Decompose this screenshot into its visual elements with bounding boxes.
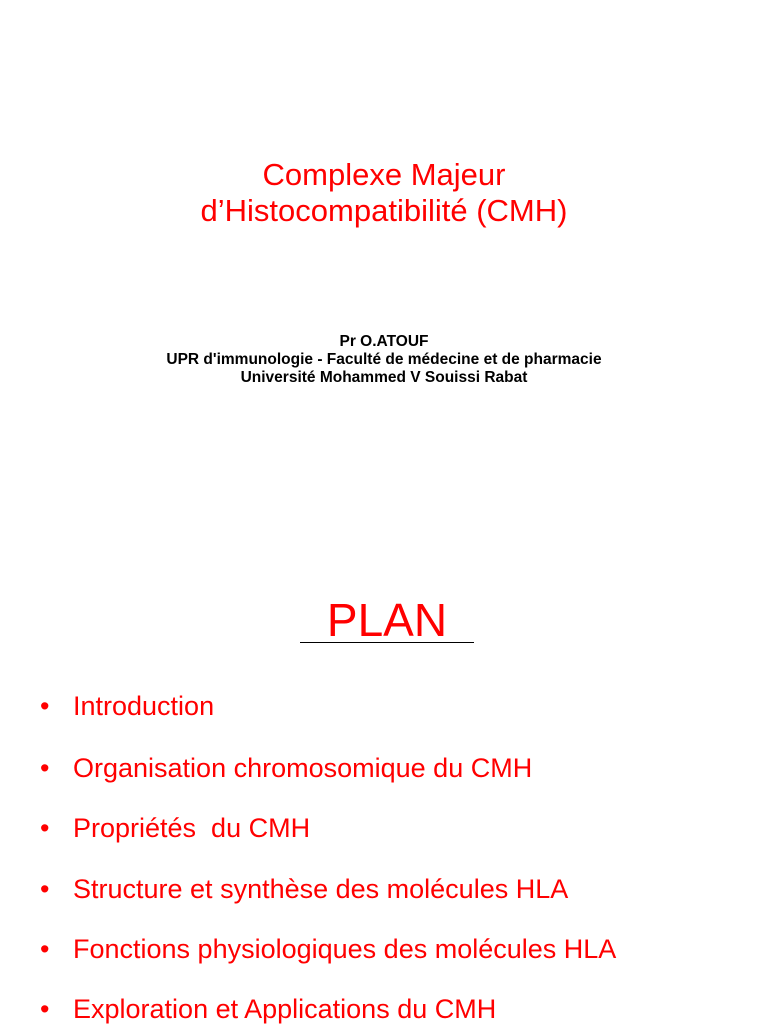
bullet-icon: •: [40, 874, 50, 904]
list-item: [40, 931, 616, 967]
author-block: [0, 333, 768, 387]
slide-title: [0, 157, 768, 229]
plan-heading: PLAN: [326, 594, 448, 646]
bullet-icon: •: [40, 934, 50, 964]
list-item: [40, 871, 568, 907]
bullet-icon: •: [40, 691, 50, 721]
affiliation-line-2: Université Mohammed V Souissi Rabat: [240, 369, 528, 386]
list-item-label: Exploration et Applications du CMH: [73, 994, 497, 1024]
list-item: [40, 991, 496, 1027]
bullet-icon: •: [40, 994, 50, 1024]
list-item-label: Structure et synthèse des molécules HLA: [73, 874, 569, 904]
bullet-icon: •: [40, 753, 50, 783]
list-item-label: Organisation chromosomique du CMH: [73, 753, 533, 783]
bullet-icon: •: [40, 813, 50, 843]
author-name: Pr O.ATOUF: [339, 333, 429, 350]
list-item-label: Fonctions physiologiques des molécules HLA: [73, 934, 617, 964]
plan-heading-underline: [300, 642, 474, 643]
plan-slide: [0, 576, 768, 1024]
list-item: [40, 750, 532, 786]
title-line-1: Complexe Majeur: [262, 157, 506, 192]
title-line-2: d’Histocompatibilité (CMH): [200, 193, 568, 228]
list-item: [40, 810, 310, 846]
list-item: [40, 688, 214, 724]
affiliation-line-1: UPR d'immunologie - Faculté de médecine et de pharmacie: [166, 351, 602, 368]
list-item-label: Propriétés du CMH: [73, 813, 311, 843]
list-item-label: Introduction: [73, 691, 215, 721]
